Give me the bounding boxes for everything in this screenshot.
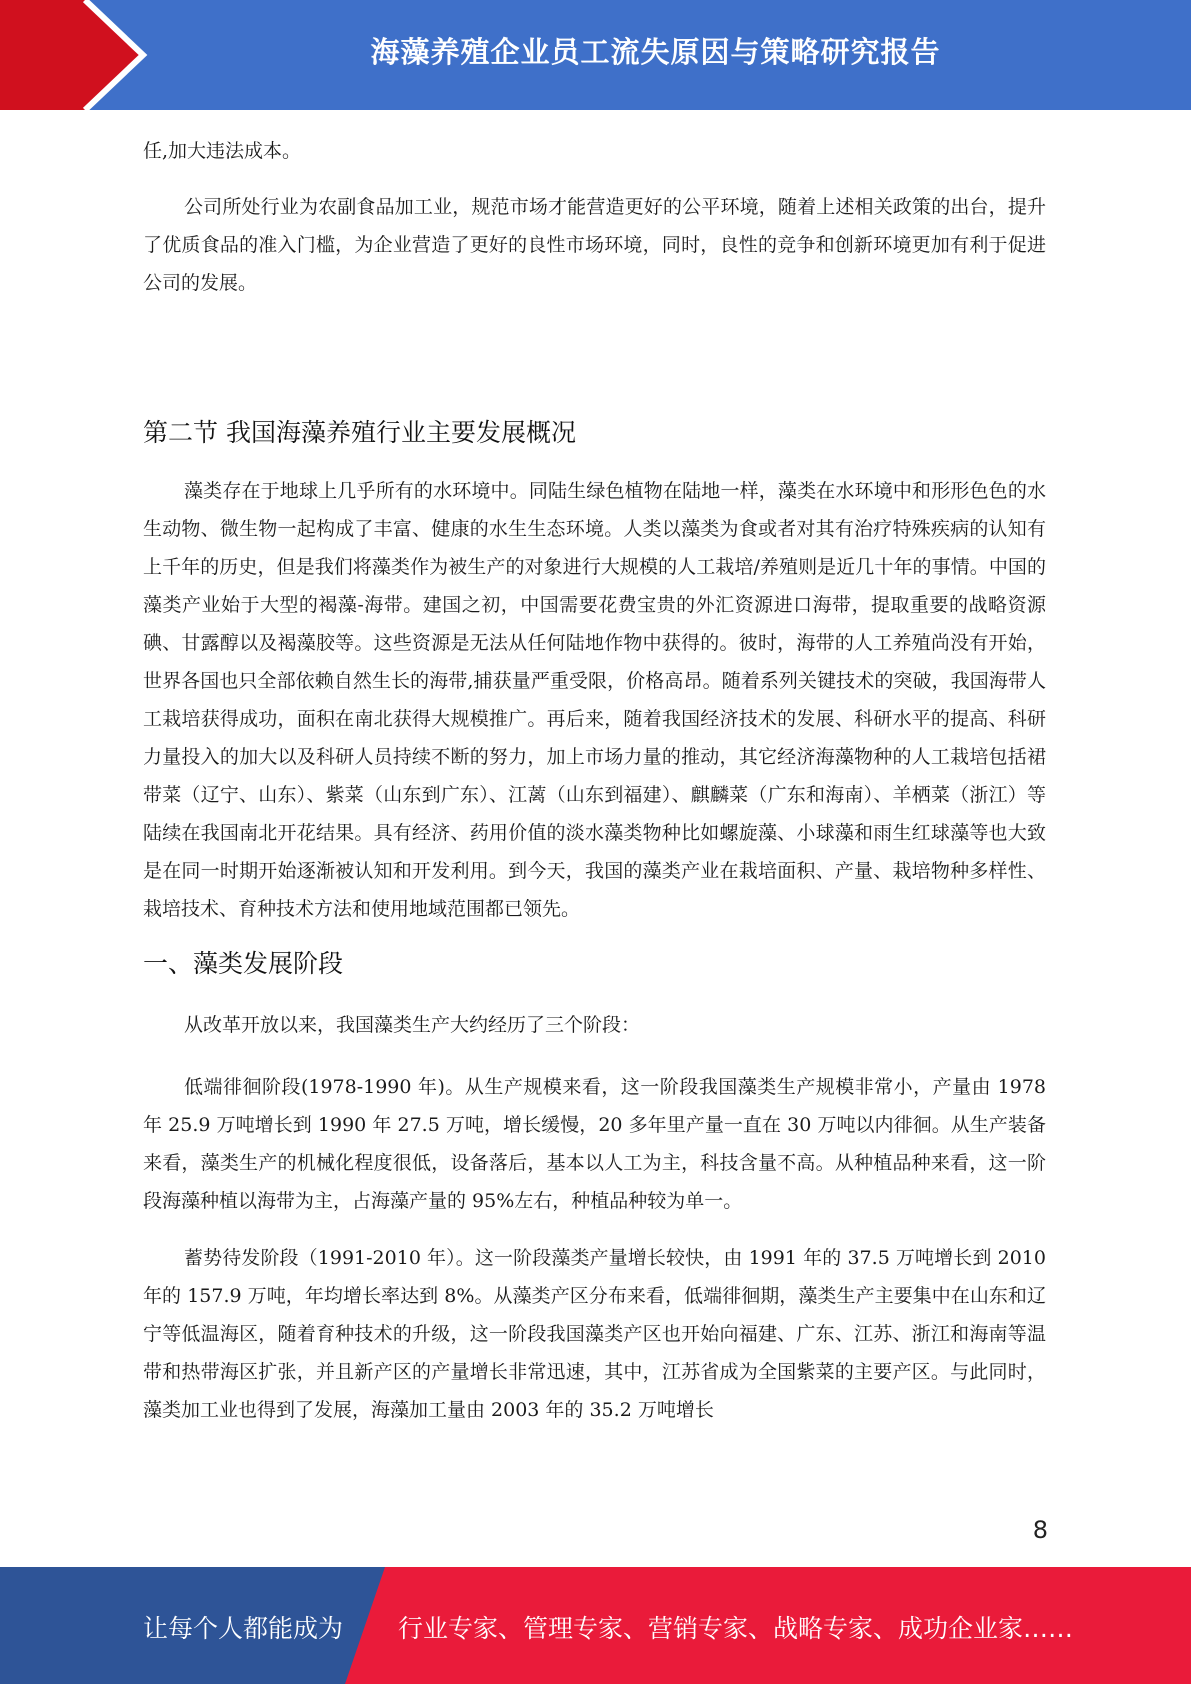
subsection-title: 一、藻类发展阶段: [143, 949, 344, 978]
report-title: 海藻养殖企业员工流失原因与策略研究报告: [370, 35, 941, 69]
page-header: [0, 0, 1191, 110]
paragraph-stages-intro: 从改革开放以来，我国藻类生产大约经历了三个阶段：: [184, 1014, 641, 1036]
page-body: [143, 132, 1046, 1429]
paragraph-market-environment: 公司所处行业为农副食品加工业，规范市场才能营造更好的公平环境，随着上述相关政策的出台，提升了优质食品的准入门槛，为企业营造了更好的良性市场环境，同时，良性的竞争和创新环境更加有利于促进公司的发展。: [143, 196, 1046, 294]
paragraph-stage-one: 低端徘徊阶段(1978-1990 年)。从生产规模来看，这一阶段我国藻类生产规模非常小，产量由 1978 年 25.9 万吨增长到 1990 年 27.5 万吨，增长缓慢，20 多年里产量一直在 30 万吨以内徘徊。从生产装备来看，藻类生产的机械化程度很低，设备落后，基本以人工为主，科技含量不高。从种植品种来看，这一阶段海藻种植以海带为主，占海藻产量的 95%左右，种植品种较为单一。: [143, 1076, 1046, 1212]
header-red-chevron: [0, 0, 143, 110]
footer-slogan-right: 行业专家、管理专家、营销专家、战略专家、成功企业家……: [398, 1614, 1074, 1643]
paragraph-algae-overview: 藻类存在于地球上几乎所有的水环境中。同陆生绿色植物在陆地一样，藻类在水环境中和形形色色的水生动物、微生物一起构成了丰富、健康的水生生态环境。人类以藻类为食或者对其有治疗特殊疾病的认知有上千年的历史，但是我们将藻类作为被生产的对象进行大规模的人工栽培/养殖则是近几十年的事情。中国的藻类产业始于大型的褐藻-海带。建国之初，中国需要花费宝贵的外汇资源进口海带，提取重要的战略资源碘、甘露醇以及褐藻胶等。这些资源是无法从任何陆地作物中获得的。彼时，海带的人工养殖尚没有开始，世界各国也只全部依赖自然生长的海带,捕获量严重受限，价格高昂。随着系列关键技术的突破，我国海带人工栽培获得成功，面积在南北获得大规模推广。再后来，随着我国经济技术的发展、科研水平的提高、科研力量投入的加大以及科研人员持续不断的努力，加上市场力量的推动，其它经济海藻物种的人工栽培包括裙带菜（辽宁、山东）、紫菜（山东到广东）、江蓠（山东到福建）、麒麟菜（广东和海南）、羊栖菜（浙江）等陆续在我国南北开花结果。具有经济、药用价值的淡水藻类物种比如螺旋藻、小球藻和雨生红球藻等也大致是在同一时期开始逐渐被认知和开发利用。到今天，我国的藻类产业在栽培面积、产量、栽培物种多样性、栽培技术、育种技术方法和使用地域范围都已领先。: [143, 480, 1046, 920]
paragraph-stage-two: 蓄势待发阶段（1991-2010 年）。这一阶段藻类产量增长较快，由 1991 年的 37.5 万吨增长到 2010 年的 157.9 万吨，年均增长率达到 8%。从藻类产区分布来看，低端徘徊期，藻类生产主要集中在山东和辽宁等低温海区，随着育种技术的升级，这一阶段我国藻类产区也开始向福建、广东、江苏、浙江和海南等温带和热带海区扩张，并且新产区的产量增长非常迅速，其中，江苏省成为全国紫菜的主要产区。与此同时，藻类加工业也得到了发展，海藻加工量由 2003 年的 35.2 万吨增长: [143, 1247, 1046, 1421]
paragraph-continuation: 任,加大违法成本。: [143, 140, 302, 162]
footer-slogan-left: 让每个人都能成为: [143, 1614, 344, 1643]
page-footer: [0, 1567, 1191, 1684]
page-number: 8: [1032, 1516, 1048, 1544]
section-title: 第二节 我国海藻养殖行业主要发展概况: [143, 418, 576, 447]
